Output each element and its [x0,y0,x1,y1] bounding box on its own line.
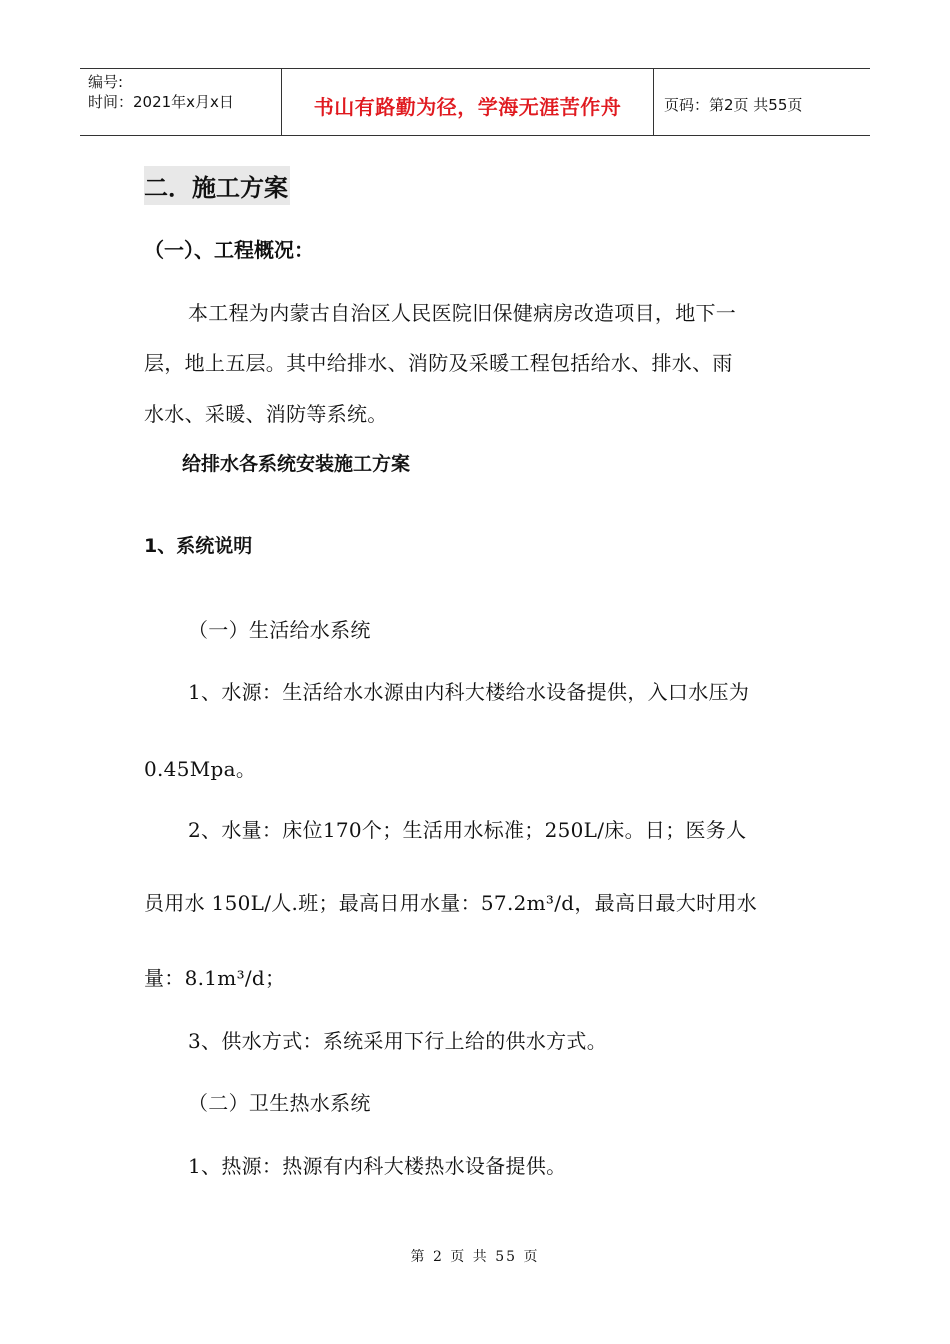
item1-line2: 0.45Mpa。 [144,757,257,781]
motto-text: 书山有路勤为径，学海无涯苦作舟 [313,94,622,119]
page-header [80,68,870,136]
page-code: 页码：第2页 共55页 [664,95,803,114]
intro-line-2: 层，地上五层。其中给排水、消防及采暖工程包括给水、排水、雨 [144,351,733,375]
item2-line3: 量：8.1m³/d； [144,966,286,990]
intro-line-3: 水水、采暖、消防等系统。 [144,402,388,426]
item1-line1: 1、水源：生活给水水源由内科大楼给水设备提供，入口水压为 [188,680,750,704]
hot-water-title: （二）卫生热水系统 [188,1091,371,1115]
heat-item1: 1、热源：热源有内科大楼热水设备提供。 [188,1154,567,1178]
water-supply-title: （一）生活给水系统 [188,618,371,642]
header-motto-cell [282,69,654,135]
item2-line2: 员用水 150L/人.班；最高日用水量：57.2m³/d，最高日最大时用水 [144,891,758,915]
section-title: 二．施工方案 [144,166,290,205]
page-footer: 第 2 页 共 55 页 [410,1249,540,1265]
number-label: 编号: [88,73,124,91]
time-label: 时间：2021年x月x日 [88,93,234,111]
subsection-title: （一）、工程概况： [144,238,314,262]
header-meta-cell [80,69,282,135]
item3-text: 3、供水方式：系统采用下行上给的供水方式。 [188,1029,608,1053]
plan-title: 给排水各系统安装施工方案 [182,453,411,475]
item2-line1: 2、水量：床位170个；生活用水标准；250L/床。日；医务人 [188,818,747,842]
system-heading: 1、系统说明 [144,535,253,557]
intro-line-1: 本工程为内蒙古自治区人民医院旧保健病房改造项目，地下一 [188,301,737,325]
header-page-cell [654,69,870,135]
